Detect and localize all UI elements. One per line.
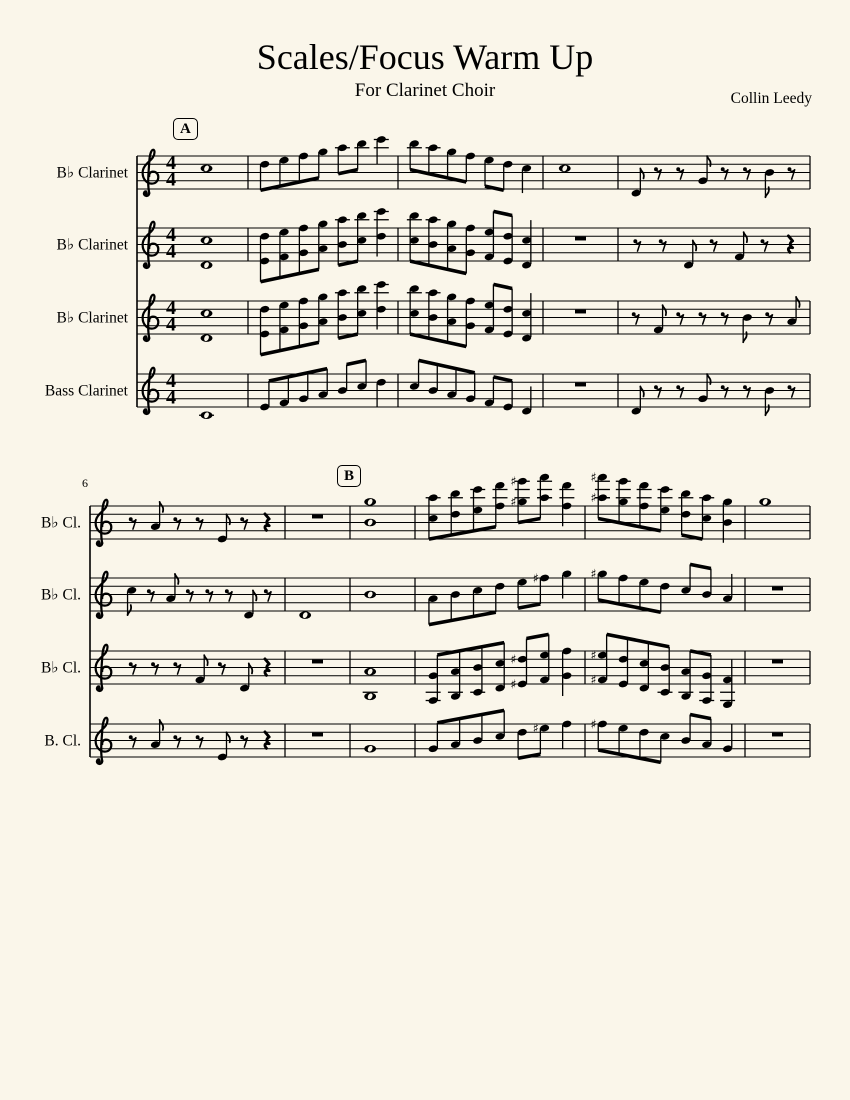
sharp-accidental: ♯ <box>590 647 597 663</box>
sharp-accidental: ♯ <box>510 473 517 489</box>
sharp-accidental: ♯ <box>510 651 517 667</box>
time-signature-digit: 4 <box>165 151 177 174</box>
sharp-accidental: ♯ <box>590 490 597 506</box>
sharp-accidental: ♯ <box>532 570 539 586</box>
time-signature-digit: 4 <box>165 313 177 336</box>
staff-label: B♭ Clarinet <box>56 236 128 254</box>
staff-label: B♭ Cl. <box>40 514 81 532</box>
sharp-accidental: ♯ <box>590 469 597 485</box>
staff-label: B♭ Clarinet <box>56 164 128 182</box>
staff-label: B♭ Cl. <box>40 659 81 677</box>
time-signature-digit: 4 <box>165 386 177 409</box>
score-title: Scales/Focus Warm Up <box>256 37 594 77</box>
score-subtitle: For Clarinet Choir <box>354 80 496 101</box>
time-signature-digit: 4 <box>165 369 177 392</box>
rehearsal-mark-a: A <box>173 118 198 140</box>
sharp-accidental: ♯ <box>590 566 597 582</box>
staff-label: B♭ Clarinet <box>56 309 128 327</box>
time-signature-digit: 4 <box>165 240 177 263</box>
composer-credit: Collin Leedy <box>730 90 812 107</box>
sharp-accidental: ♯ <box>510 494 517 510</box>
sharp-accidental: ♯ <box>510 676 517 692</box>
sharp-accidental: ♯ <box>532 720 539 736</box>
sharp-accidental: ♯ <box>590 672 597 688</box>
time-signature-digit: 4 <box>165 223 177 246</box>
staff-label: B. Cl. <box>44 732 81 750</box>
measure-number: 6 <box>82 476 88 490</box>
time-signature-digit: 4 <box>165 296 177 319</box>
time-signature-digit: 4 <box>165 168 177 191</box>
rehearsal-mark-b: B <box>337 465 361 487</box>
staff-label: Bass Clarinet <box>44 382 128 400</box>
staff-label: B♭ Cl. <box>40 586 81 604</box>
sharp-accidental: ♯ <box>590 716 597 732</box>
